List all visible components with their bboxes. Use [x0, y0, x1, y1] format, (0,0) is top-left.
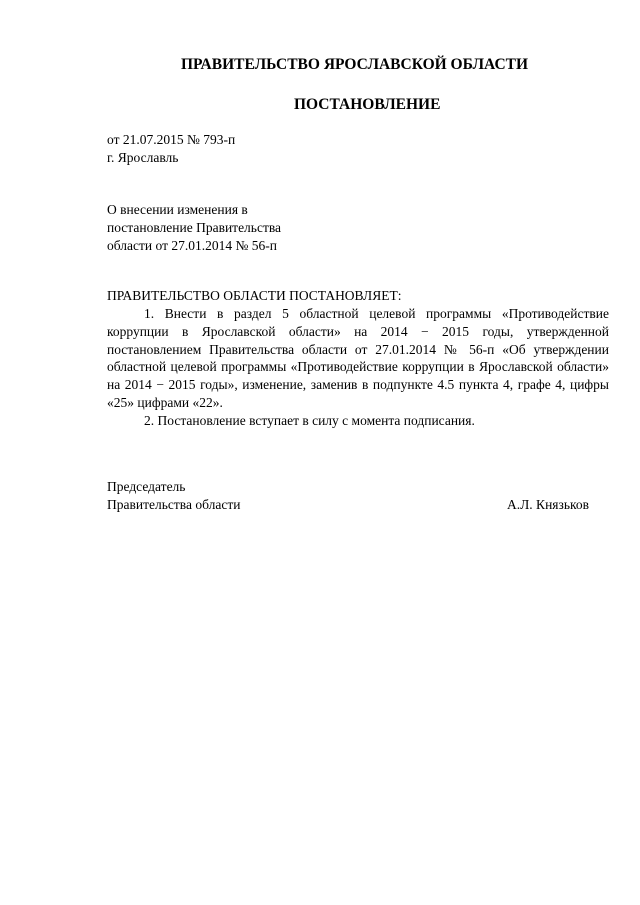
subject-line: постановление Правительства — [107, 220, 282, 235]
subject-line: области от 27.01.2014 № 56-п — [107, 238, 277, 253]
signatory-name: А.Л. Князьков — [507, 497, 589, 512]
document-type-heading: ПОСТАНОВЛЕНИЕ — [294, 96, 441, 113]
subject-line: О внесении изменения в — [107, 202, 248, 217]
signatory-position-line: Председатель — [107, 479, 186, 494]
government-title: ПРАВИТЕЛЬСТВО ЯРОСЛАВСКОЙ ОБЛАСТИ — [181, 56, 529, 73]
signature-row — [107, 478, 589, 496]
resolution-body — [107, 305, 609, 430]
signature-block — [107, 478, 589, 514]
signatory-position-line: Правительства области — [107, 497, 241, 512]
document-subject — [107, 201, 281, 255]
resolution-preamble: ПРАВИТЕЛЬСТВО ОБЛАСТИ ПОСТАНОВЛЯЕТ: — [107, 288, 402, 303]
document-city: г. Ярославль — [107, 150, 179, 165]
resolution-item-2: 2. Постановление вступает в силу с момента подписания. — [144, 412, 475, 428]
document-date-number: от 21.07.2015 № 793-п — [107, 132, 236, 147]
signature-row — [107, 496, 589, 514]
resolution-item-1: 1. Внести в раздел 5 областной целевой программы «Противодействие коррупции в Ярославской области» на 2014 − 2015 годы, утвержденной постановлением Правительства области от 27.01.2014 № 56-п «Об утверждении областной целевой программы «Противодействие коррупции в Ярославской области» на 2014 − 2015 годы», изменение, заменив в подпункте 4.5 пункта 4, графе 4, цифры «25» цифрами «22». — [107, 306, 609, 410]
